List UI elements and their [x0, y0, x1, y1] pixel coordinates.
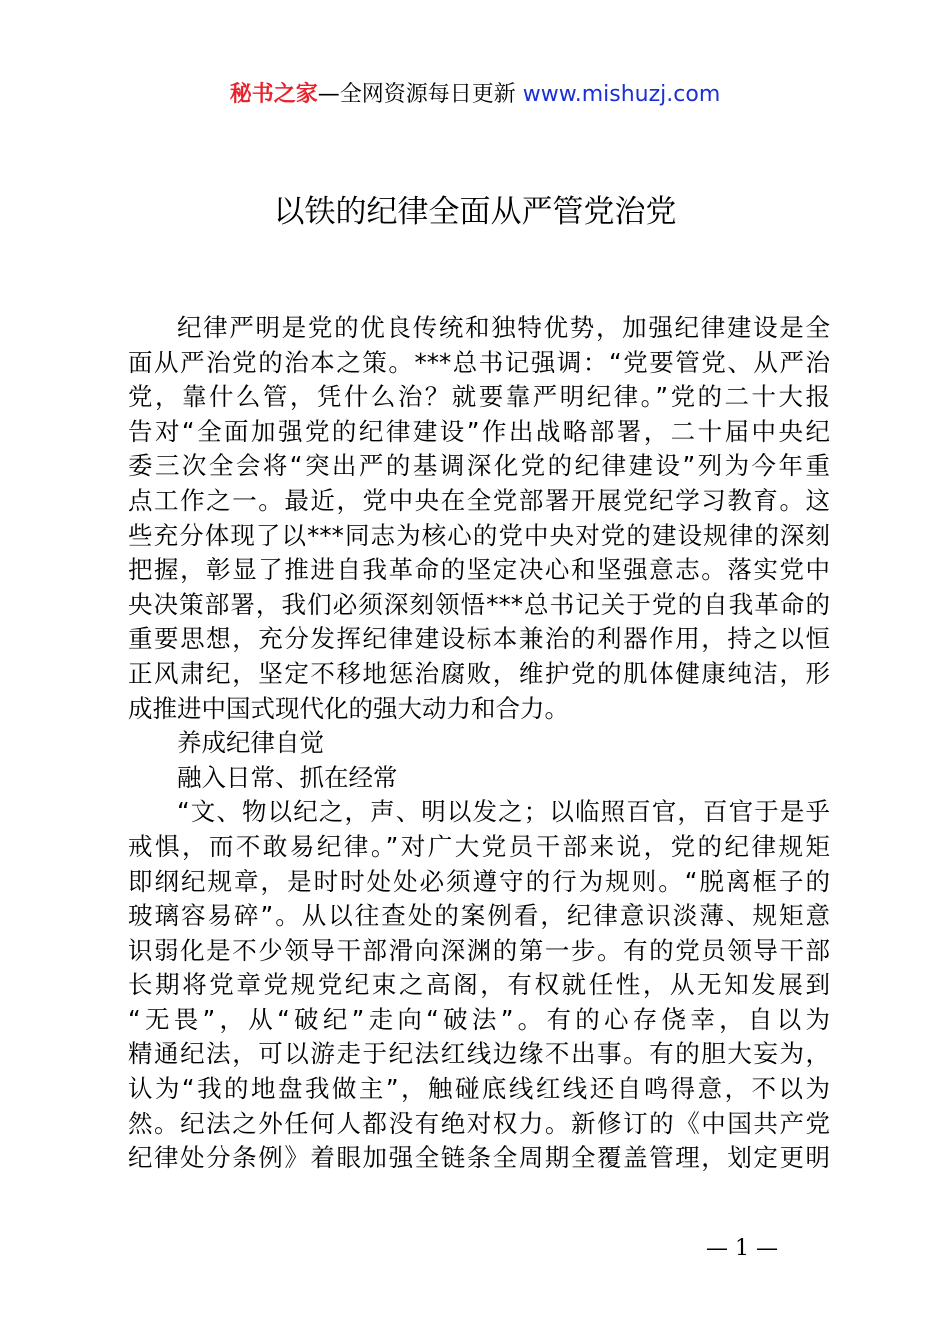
text-line: 即纲纪规章，是时时处处必须遵守的行为规则。“脱离框子的	[128, 866, 830, 896]
section-heading: 养成纪律自觉	[177, 728, 324, 758]
page-number: — 1 —	[706, 1236, 778, 1261]
text-line: 戒惧，而不敢易纪律。”对广大党员干部来说，党的纪律规矩	[128, 831, 830, 861]
text-line: 把握，彰显了推进自我革命的坚定决心和坚强意志。落实党中	[128, 555, 830, 585]
text-line: 纪律处分条例》着眼加强全链条全周期全覆盖管理，划定更明	[128, 1143, 830, 1173]
text-line: 委三次全会将“突出严的基调深化党的纪律建设”列为今年重	[128, 451, 830, 481]
text-line: 成推进中国式现代化的强大动力和合力。	[128, 693, 569, 723]
document-body	[128, 311, 830, 1176]
text-line: “文、物以纪之，声、明以发之；以临照百官，百官于是乎	[177, 797, 830, 827]
text-line: 正风肃纪，坚定不移地惩治腐败，维护党的肌体健康纯洁，形	[128, 658, 830, 688]
text-line: 然。纪法之外任何人都没有绝对权力。新修订的《中国共产党	[128, 1108, 830, 1138]
text-line: 点工作之一。最近，党中央在全党部署开展党纪学习教育。这	[128, 485, 830, 515]
text-line: 长期将党章党规党纪束之高阁，有权就任性，从无知发展到	[128, 970, 830, 1000]
text-line: 认为“我的地盘我做主”，触碰底线红线还自鸣得意，不以为	[128, 1074, 830, 1104]
text-line: 识弱化是不少领导干部滑向深渊的第一步。有的党员领导干部	[128, 935, 830, 965]
site-header	[0, 78, 950, 112]
text-line: 些充分体现了以***同志为核心的党中央对党的建设规律的深刻	[128, 520, 830, 550]
text-line: 玻璃容易碎”。从以往查处的案例看，纪律意识淡薄、规矩意	[128, 901, 830, 931]
text-line: “无畏”，从“破纪”走向“破法”。有的心存侥幸，自以为	[128, 1004, 830, 1034]
text-line: 党，靠什么管，凭什么治？就要靠严明纪律。”党的二十大报	[128, 382, 830, 412]
site-brand: 秘书之家	[229, 82, 318, 107]
site-url-link[interactable]: www.mishuzj.com	[515, 82, 721, 107]
section-subheading: 融入日常、抓在经常	[177, 762, 398, 792]
document-title: 以铁的纪律全面从严管党治党	[273, 194, 677, 230]
text-line: 重要思想，充分发挥纪律建设标本兼治的利器作用，持之以恒	[128, 624, 830, 654]
text-line: 告对“全面加强党的纪律建设”作出战略部署，二十届中央纪	[128, 416, 830, 446]
text-line: 面从严治党的治本之策。***总书记强调：“党要管党、从严治	[128, 347, 830, 377]
site-slogan: —全网资源每日更新	[317, 82, 516, 107]
text-line: 央决策部署，我们必须深刻领悟***总书记关于党的自我革命的	[128, 589, 830, 619]
text-line: 纪律严明是党的优良传统和独特优势，加强纪律建设是全	[177, 313, 830, 342]
text-line: 精通纪法，可以游走于纪法红线边缘不出事。有的胆大妄为，	[128, 1039, 830, 1069]
